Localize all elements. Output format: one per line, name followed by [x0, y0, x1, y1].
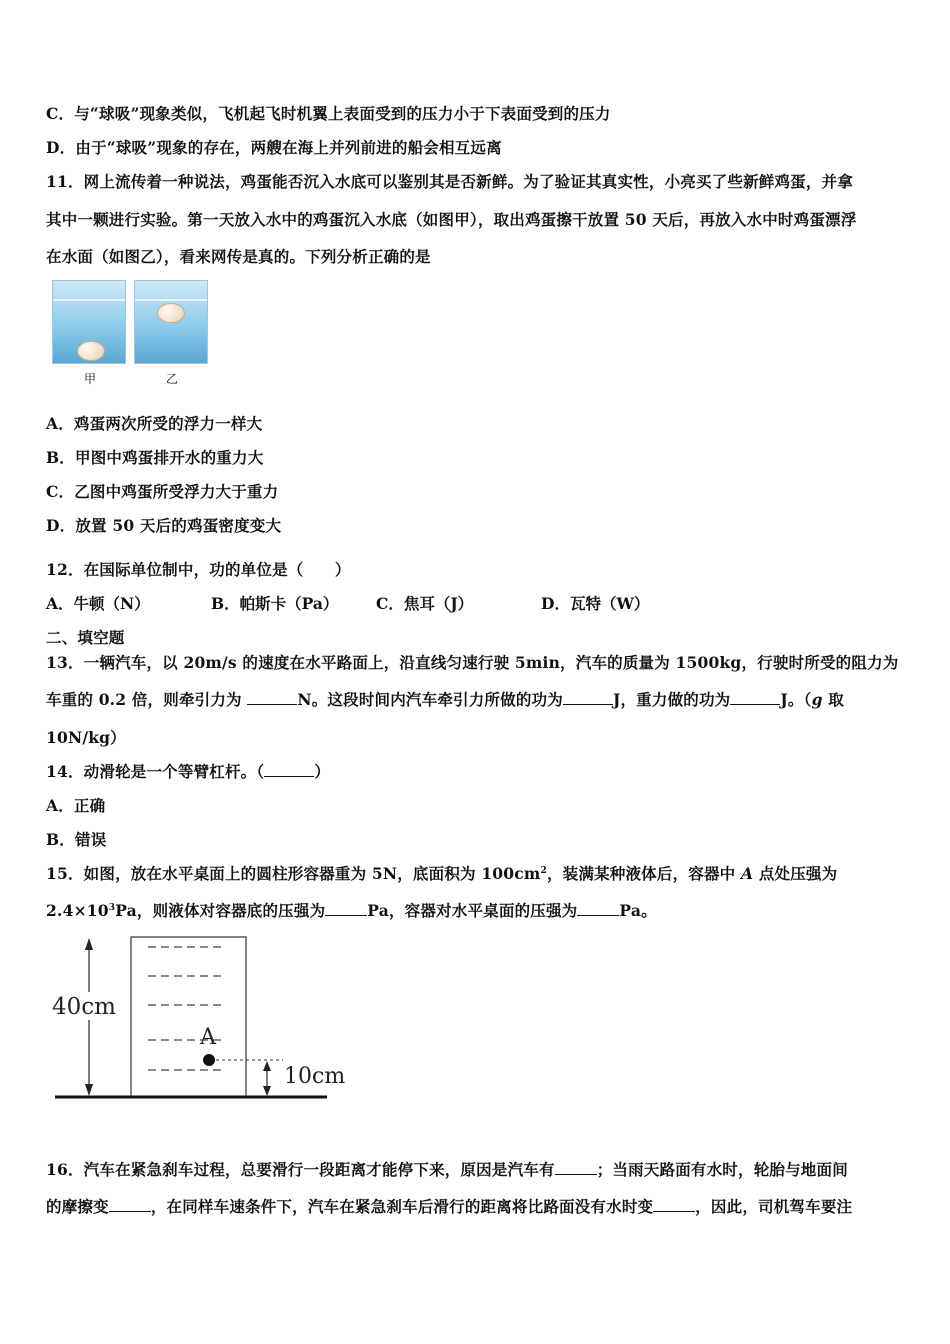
- q14-blank[interactable]: [264, 762, 314, 777]
- q16-blank-2[interactable]: [109, 1197, 151, 1212]
- liquid-lines: [148, 947, 226, 1070]
- q16-stem-line1: 16．汽车在紧急刹车过程，总要滑行一段距离才能停下来，原因是汽车有 ；当雨天路面有水时，轮胎与地面间: [46, 1160, 848, 1179]
- beaker-a: [52, 280, 126, 364]
- q15-blank-2[interactable]: [577, 901, 619, 916]
- q11-option-b: B．甲图中鸡蛋排开水的重力大: [46, 448, 264, 467]
- section-heading: 二、填空题: [46, 628, 125, 647]
- q15-blank-1[interactable]: [325, 901, 367, 916]
- fig-caption-b: 乙: [166, 372, 179, 386]
- q12-option-c: C．焦耳（J）: [376, 594, 474, 613]
- q15-stem-line2: $2.4\times 10^3Pa$，则液体对容器底的压强为 Pa，容器对水平桌面的压强为 Pa。: [46, 901, 657, 920]
- point-a-label: A: [200, 1025, 216, 1050]
- depth-arrow-down-icon: [263, 1086, 271, 1096]
- depth-arrow-up-icon: [263, 1061, 271, 1071]
- q15-stem-line1: 15．如图，放在水平桌面上的圆柱形容器重为 5N，底面积为 $100cm^2$，装满某种液体后，容器中 A 点处压强为: [46, 864, 838, 883]
- q11-stem-line1: 11．网上流传着一种说法，鸡蛋能否沉入水底可以鉴别其是否新鲜。为了验证其真实性，小亮买了些新鲜鸡蛋，并拿: [46, 172, 853, 191]
- point-a-dot: [203, 1054, 215, 1066]
- q13-blank-2[interactable]: [563, 690, 613, 705]
- q16-blank-1[interactable]: [555, 1160, 597, 1175]
- q13-blank-1[interactable]: [247, 690, 297, 705]
- height-label: 40cm: [52, 994, 116, 1020]
- q10-option-d: D．由于“球吸”现象的存在，两艘在海上并列前进的船会相互远离: [46, 138, 502, 157]
- q10-option-c: C．与“球吸”现象类似，飞机起飞时机翼上表面受到的压力小于下表面受到的压力: [46, 104, 611, 123]
- container-outline: [131, 937, 246, 1097]
- egg-beaker-figure: [52, 280, 208, 388]
- q12-stem: 12．在国际单位制中，功的单位是（ ）: [46, 560, 351, 579]
- q11-option-c: C．乙图中鸡蛋所受浮力大于重力: [46, 482, 279, 501]
- depth-label: 10cm: [284, 1064, 346, 1089]
- beaker-b: [134, 280, 208, 364]
- floating-egg: [157, 303, 185, 323]
- q12-option-d: D．瓦特（W）: [541, 594, 650, 613]
- q12-option-a: A．牛顿（N）: [46, 594, 150, 613]
- q12-option-b: B．帕斯卡（Pa）: [211, 594, 339, 613]
- q11-option-a: A．鸡蛋两次所受的浮力一样大: [46, 414, 263, 433]
- sunk-egg: [77, 341, 105, 361]
- q13-blank-3[interactable]: [730, 690, 780, 705]
- q14-option-a: A．正确: [46, 796, 106, 815]
- arrow-down-icon: [85, 1084, 93, 1096]
- q13-stem-line1: 13．一辆汽车，以 20m/s 的速度在水平路面上，沿直线匀速行驶 5min，汽车的质量为 1500kg，行驶时所受的阻力为: [46, 653, 899, 672]
- q11-option-d: D．放置 50 天后的鸡蛋密度变大: [46, 516, 282, 535]
- q14-stem: 14．动滑轮是一个等臂杠杆。（ ）: [46, 762, 331, 781]
- q13-stem-line3: 10N/kg）: [46, 728, 126, 747]
- q11-stem-line3: 在水面（如图乙），看来网传是真的。下列分析正确的是: [46, 247, 431, 266]
- q11-stem-line2: 其中一颗进行实验。第一天放入水中的鸡蛋沉入水底（如图甲），取出鸡蛋擦干放置 50 天后，再放入水中时鸡蛋漂浮: [46, 210, 857, 229]
- q14-option-b: B．错误: [46, 830, 107, 849]
- container-diagram: [40, 930, 360, 1105]
- arrow-up-icon: [85, 938, 93, 950]
- fig-caption-a: 甲: [84, 372, 97, 386]
- q13-stem-line2: 车重的 0.2 倍，则牵引力为 N。这段时间内汽车牵引力所做的功为 J，重力做的功为 J。（g 取: [46, 690, 844, 709]
- q16-stem-line2: 的摩擦变 ，在同样车速条件下，汽车在紧急刹车后滑行的距离将比路面没有水时变 ，因此，司机驾车要注: [46, 1197, 853, 1216]
- q16-blank-3[interactable]: [653, 1197, 695, 1212]
